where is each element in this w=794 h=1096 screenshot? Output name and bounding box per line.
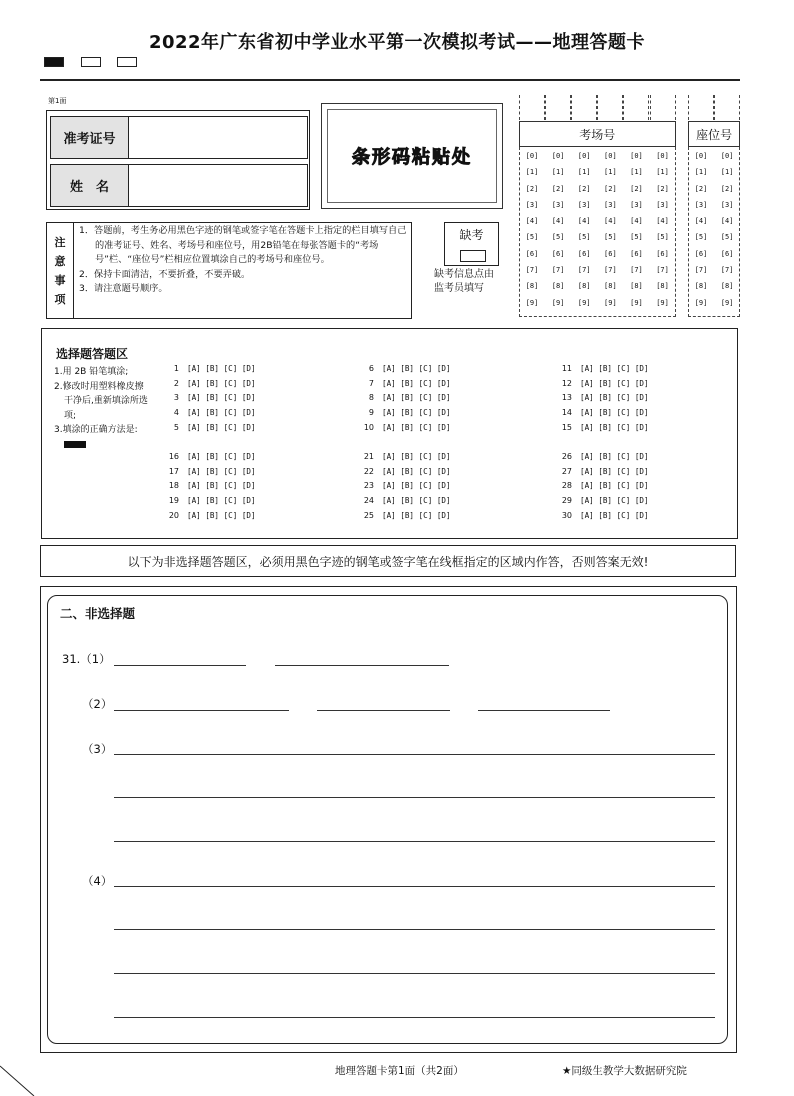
- digit-bubble[interactable]: [1]: [525, 168, 539, 177]
- mc-instruction-text: 3.填涂的正确方法是:: [54, 425, 138, 435]
- digit-bubble[interactable]: [3]: [720, 200, 734, 209]
- write-in-cell[interactable]: [519, 95, 545, 120]
- answer-options[interactable]: [A] [B] [C] [D]: [580, 496, 649, 506]
- digit-bubble[interactable]: [0]: [577, 152, 591, 160]
- write-in-cell[interactable]: [623, 95, 649, 120]
- mc-question[interactable]: [165, 362, 256, 377]
- digit-bubble[interactable]: [8]: [604, 282, 617, 291]
- mc-question[interactable]: [558, 421, 649, 436]
- digit-bubble[interactable]: [8]: [525, 282, 539, 291]
- digit-bubble[interactable]: [3]: [551, 200, 565, 209]
- digit-bubble[interactable]: [7]: [551, 266, 565, 275]
- digit-bubble[interactable]: [1]: [577, 168, 591, 177]
- answer-options[interactable]: [A] [B] [C] [D]: [580, 393, 649, 403]
- question-number: 8: [368, 393, 374, 403]
- digit-bubble[interactable]: [6]: [630, 249, 643, 258]
- note-item: 3．请注意题号顺序。: [79, 283, 168, 295]
- digit-bubble[interactable]: [2]: [577, 184, 591, 193]
- mc-question[interactable]: [165, 391, 256, 406]
- barcode-label: 条形码粘贴处: [327, 109, 497, 203]
- absent-note-line: 缺考信息点由: [434, 269, 494, 280]
- digit-bubble[interactable]: [7]: [720, 266, 734, 275]
- mc-instruction: 2.修改时用塑料橡皮擦干净后,重新填涂所选项;: [54, 381, 148, 421]
- digit-bubble[interactable]: [2]: [694, 184, 708, 193]
- mc-question[interactable]: [165, 377, 256, 392]
- digit-bubble[interactable]: [4]: [656, 217, 669, 226]
- digit-bubble[interactable]: [4]: [604, 217, 617, 226]
- page-label: 第1面: [48, 97, 67, 105]
- digit-bubble[interactable]: [6]: [577, 249, 591, 258]
- answer-options[interactable]: [A] [B] [C] [D]: [382, 452, 451, 461]
- question-number: 23: [363, 481, 374, 491]
- write-in-cell[interactable]: [597, 95, 623, 120]
- mc-question[interactable]: [360, 465, 451, 480]
- answer-options[interactable]: [A] [B] [C] [D]: [580, 408, 649, 418]
- digit-bubble[interactable]: [7]: [694, 266, 708, 275]
- answer-options[interactable]: [A] [B] [C] [D]: [382, 496, 451, 506]
- question-number: 27: [561, 466, 572, 476]
- notes-label-char: 注: [54, 235, 66, 249]
- q31-part2-label: （2）: [82, 697, 113, 711]
- mc-instructions: [54, 365, 148, 452]
- answer-line[interactable]: [114, 1017, 715, 1018]
- mc-question[interactable]: [360, 406, 451, 421]
- corner-line: [0, 1060, 40, 1096]
- question-number: 4: [173, 408, 179, 418]
- digit-bubble[interactable]: [3]: [630, 200, 643, 209]
- question-number: 28: [561, 481, 572, 491]
- digit-bubble[interactable]: [3]: [694, 200, 708, 209]
- mc-question[interactable]: [360, 479, 451, 494]
- answer-options[interactable]: [A] [B] [C] [D]: [382, 510, 451, 520]
- digit-bubble[interactable]: [6]: [525, 249, 539, 258]
- question-number: 9: [368, 408, 374, 418]
- mc-question[interactable]: [558, 494, 649, 509]
- digit-bubble[interactable]: [1]: [630, 168, 643, 177]
- question-number: 20: [168, 510, 179, 520]
- mc-instruction: [54, 423, 148, 452]
- question-number: 3: [173, 393, 179, 403]
- answer-options[interactable]: [A] [B] [C] [D]: [382, 408, 451, 418]
- answer-options[interactable]: [A] [B] [C] [D]: [382, 393, 451, 403]
- question-number: 19: [168, 496, 179, 506]
- answer-options[interactable]: [A] [B] [C] [D]: [187, 510, 256, 520]
- digit-bubble[interactable]: [1]: [694, 168, 708, 177]
- q31-part4-label: （4）: [82, 874, 113, 888]
- digit-bubble[interactable]: [1]: [656, 168, 669, 177]
- mc-question[interactable]: [360, 450, 451, 465]
- digit-bubble[interactable]: [5]: [656, 233, 669, 242]
- answer-options[interactable]: [A] [B] [C] [D]: [382, 466, 451, 476]
- mc-question[interactable]: [558, 391, 649, 406]
- question-number: 15: [561, 422, 572, 432]
- write-in-cell[interactable]: [545, 95, 571, 120]
- digit-bubble[interactable]: [9]: [630, 298, 643, 307]
- note-item: 1．答题前，考生务必用黑色字迹的钢笔或签字笔在答题卡上指定的栏目填写自己的准考证号、姓名、考场号和座位号，用2B铅笔在每张答题卡的“考场号”栏、“座位号”栏相应位置填涂自己的考场号和座位号。: [79, 225, 407, 266]
- write-in-cell[interactable]: [650, 95, 676, 120]
- digit-bubble[interactable]: [4]: [525, 217, 539, 226]
- question-number: 16: [168, 452, 179, 461]
- answer-line[interactable]: [478, 710, 610, 711]
- answer-options[interactable]: [A] [B] [C] [D]: [580, 466, 649, 476]
- answer-line[interactable]: [114, 929, 715, 930]
- question-number: 25: [363, 510, 374, 520]
- mc-question[interactable]: [360, 362, 451, 377]
- question-number: 30: [561, 510, 572, 520]
- digit-bubble[interactable]: [8]: [720, 282, 734, 291]
- answer-options[interactable]: [A] [B] [C] [D]: [580, 510, 649, 520]
- seat-frame: [688, 147, 740, 317]
- mc-question[interactable]: [165, 479, 256, 494]
- answer-options[interactable]: [A] [B] [C] [D]: [580, 364, 649, 373]
- digit-bubble[interactable]: [9]: [720, 298, 734, 307]
- question-number: 22: [363, 466, 374, 476]
- digit-bubble[interactable]: [3]: [577, 200, 591, 209]
- mc-question[interactable]: [558, 362, 649, 377]
- question-number: 29: [561, 496, 572, 506]
- digit-bubble[interactable]: [4]: [630, 217, 643, 226]
- answer-options[interactable]: [A] [B] [C] [D]: [580, 422, 649, 432]
- exam-room-frame: [519, 147, 676, 317]
- answer-options[interactable]: [A] [B] [C] [D]: [187, 364, 256, 373]
- digit-bubble[interactable]: [4]: [694, 217, 708, 226]
- page-title: 2022年广东省初中学业水平第一次模拟考试——地理答题卡: [148, 32, 646, 53]
- question-number: 24: [363, 496, 374, 506]
- answer-line[interactable]: [114, 710, 289, 711]
- answer-line[interactable]: [114, 841, 715, 842]
- notes-label-char: 事: [54, 273, 66, 287]
- digit-bubble[interactable]: [6]: [604, 249, 617, 258]
- answer-line[interactable]: [317, 710, 450, 711]
- digit-bubble[interactable]: [8]: [577, 282, 591, 291]
- answer-options[interactable]: [A] [B] [C] [D]: [580, 481, 649, 491]
- answer-options[interactable]: [A] [B] [C] [D]: [187, 422, 256, 432]
- digit-bubble[interactable]: [6]: [694, 249, 708, 258]
- mc-question[interactable]: [360, 509, 451, 524]
- mc-question[interactable]: [360, 494, 451, 509]
- digit-bubble[interactable]: [0]: [656, 152, 669, 160]
- digit-bubble[interactable]: [6]: [656, 249, 669, 258]
- digit-bubble[interactable]: [1]: [720, 168, 734, 177]
- digit-bubble[interactable]: [5]: [525, 233, 539, 242]
- write-in-cell[interactable]: [571, 95, 597, 120]
- exam-room-label: 考场号: [519, 121, 676, 147]
- digit-bubble[interactable]: [0]: [720, 152, 734, 160]
- mc-question[interactable]: [558, 465, 649, 480]
- mc-question[interactable]: [558, 509, 649, 524]
- answer-options[interactable]: [A] [B] [C] [D]: [187, 496, 256, 506]
- answer-options[interactable]: [A] [B] [C] [D]: [382, 378, 451, 388]
- filled-example-mark: [64, 441, 86, 448]
- digit-bubble[interactable]: [0]: [551, 152, 565, 160]
- non-choice-area: [40, 586, 737, 1053]
- answer-options[interactable]: [A] [B] [C] [D]: [187, 481, 256, 491]
- mc-question[interactable]: [165, 421, 256, 436]
- answer-options[interactable]: [A] [B] [C] [D]: [187, 393, 256, 403]
- answer-options[interactable]: [A] [B] [C] [D]: [382, 364, 451, 373]
- digit-bubble[interactable]: [2]: [656, 184, 669, 193]
- answer-options[interactable]: [A] [B] [C] [D]: [187, 378, 256, 388]
- absent-note-line: 监考员填写: [434, 283, 484, 294]
- answer-line[interactable]: [114, 665, 246, 666]
- digit-bubble[interactable]: [5]: [694, 233, 708, 242]
- digit-bubble[interactable]: [8]: [630, 282, 643, 291]
- mc-instruction: 1.用 2B 铅笔填涂;: [54, 367, 129, 377]
- digit-bubble[interactable]: [3]: [604, 200, 617, 209]
- digit-bubble[interactable]: [7]: [525, 266, 539, 275]
- digit-bubble[interactable]: [0]: [604, 152, 617, 160]
- digit-bubble[interactable]: [9]: [525, 298, 539, 307]
- mc-question[interactable]: [165, 406, 256, 421]
- answer-frame: [47, 595, 728, 1044]
- digit-bubble[interactable]: [4]: [720, 217, 734, 226]
- digit-bubble[interactable]: [9]: [656, 298, 669, 307]
- digit-bubble[interactable]: [5]: [577, 233, 591, 242]
- answer-line[interactable]: [114, 797, 715, 798]
- mc-question[interactable]: [360, 377, 451, 392]
- mc-question[interactable]: [558, 377, 649, 392]
- question-number: 2: [173, 378, 179, 388]
- answer-line[interactable]: [114, 754, 715, 755]
- digit-bubble[interactable]: [9]: [694, 298, 708, 307]
- digit-bubble[interactable]: [7]: [604, 266, 617, 275]
- digit-bubble[interactable]: [3]: [656, 200, 669, 209]
- mc-title: 选择题答题区: [56, 347, 129, 361]
- digit-bubble[interactable]: [4]: [551, 217, 565, 226]
- digit-bubble[interactable]: [1]: [604, 168, 617, 177]
- write-in-cell[interactable]: [714, 95, 740, 120]
- question-number: 14: [561, 408, 572, 418]
- question-number: 11: [561, 364, 572, 373]
- answer-options[interactable]: [A] [B] [C] [D]: [580, 378, 649, 388]
- digit-bubble[interactable]: [7]: [656, 266, 669, 275]
- digit-bubble[interactable]: [5]: [630, 233, 643, 242]
- mc-question[interactable]: [165, 465, 256, 480]
- question-number: 17: [168, 466, 179, 476]
- answer-options[interactable]: [A] [B] [C] [D]: [187, 452, 256, 461]
- digit-bubble[interactable]: [6]: [720, 249, 734, 258]
- mc-question[interactable]: [360, 391, 451, 406]
- question-number: 5: [173, 422, 179, 432]
- question-number: 13: [561, 393, 572, 403]
- question-number: 18: [168, 481, 179, 491]
- question-number: 6: [368, 364, 374, 373]
- question-number: 1: [173, 364, 179, 373]
- answer-line[interactable]: [114, 886, 715, 887]
- digit-bubble[interactable]: [0]: [694, 152, 708, 160]
- digit-bubble[interactable]: [1]: [551, 168, 565, 177]
- answer-options[interactable]: [A] [B] [C] [D]: [382, 481, 451, 491]
- mc-question[interactable]: [360, 421, 451, 436]
- question-number: 7: [368, 378, 374, 388]
- question-number: 26: [561, 452, 572, 461]
- answer-options[interactable]: [A] [B] [C] [D]: [382, 422, 451, 432]
- non-choice-banner: 以下为非选择题答题区，必须用黑色字迹的钢笔或签字笔在线框指定的区域内作答，否则答案无效!: [40, 545, 736, 577]
- digit-bubble[interactable]: [0]: [630, 152, 643, 160]
- notes-label-char: 项: [54, 292, 66, 306]
- mc-question[interactable]: [558, 450, 649, 465]
- digit-bubble[interactable]: [8]: [551, 282, 565, 291]
- question-number: 10: [363, 422, 374, 432]
- notes-label-char: 意: [54, 254, 66, 268]
- digit-bubble[interactable]: [4]: [577, 217, 591, 226]
- digit-bubble[interactable]: [2]: [525, 184, 539, 193]
- footer-publisher: ★同级生教学大数据研究院: [562, 1065, 687, 1077]
- name-label: 姓 名: [51, 165, 129, 206]
- section-title: 二、非选择题: [60, 606, 136, 621]
- digit-bubble[interactable]: [9]: [577, 298, 591, 307]
- mc-question[interactable]: [558, 479, 649, 494]
- digit-bubble[interactable]: [8]: [656, 282, 669, 291]
- seat-label: 座位号: [688, 121, 740, 147]
- footer-page-info: 地理答题卡第1面（共2面）: [335, 1065, 464, 1077]
- digit-bubble[interactable]: [9]: [604, 298, 617, 307]
- digit-bubble[interactable]: [2]: [604, 184, 617, 193]
- mc-question[interactable]: [165, 494, 256, 509]
- digit-bubble[interactable]: [6]: [551, 249, 565, 258]
- q31-part1-label: 31.（1）: [62, 652, 111, 666]
- answer-options[interactable]: [A] [B] [C] [D]: [187, 466, 256, 476]
- question-number: 12: [561, 378, 572, 388]
- write-in-cell[interactable]: [688, 95, 714, 120]
- q31-part3-label: （3）: [82, 742, 113, 756]
- digit-bubble[interactable]: [5]: [720, 233, 734, 242]
- id-bubble-grid: [0, 0, 794, 330]
- answer-line[interactable]: [275, 665, 449, 666]
- note-item: 2．保持卡面清洁，不要折叠，不要弄破。: [79, 268, 251, 280]
- digit-bubble[interactable]: [2]: [630, 184, 643, 193]
- absent-label: 缺考: [459, 228, 484, 242]
- digit-bubble[interactable]: [5]: [551, 233, 565, 242]
- answer-options[interactable]: [A] [B] [C] [D]: [187, 408, 256, 418]
- question-number: 21: [363, 452, 374, 461]
- digit-bubble[interactable]: [2]: [551, 184, 565, 193]
- mc-question[interactable]: [558, 406, 649, 421]
- digit-bubble[interactable]: [2]: [720, 184, 734, 193]
- digit-bubble[interactable]: [9]: [551, 298, 565, 307]
- digit-bubble[interactable]: [8]: [694, 282, 708, 291]
- exam-number-label: 准考证号: [51, 117, 129, 158]
- answer-options[interactable]: [A] [B] [C] [D]: [580, 452, 649, 461]
- digit-bubble[interactable]: [0]: [525, 152, 539, 160]
- digit-bubble[interactable]: [3]: [525, 200, 539, 209]
- answer-line[interactable]: [114, 973, 715, 974]
- mc-question[interactable]: [165, 509, 256, 524]
- digit-bubble[interactable]: [5]: [604, 233, 617, 242]
- multiple-choice-area: [41, 328, 738, 539]
- mc-question[interactable]: [165, 450, 256, 465]
- digit-bubble[interactable]: [7]: [577, 266, 591, 275]
- digit-bubble[interactable]: [7]: [630, 266, 643, 275]
